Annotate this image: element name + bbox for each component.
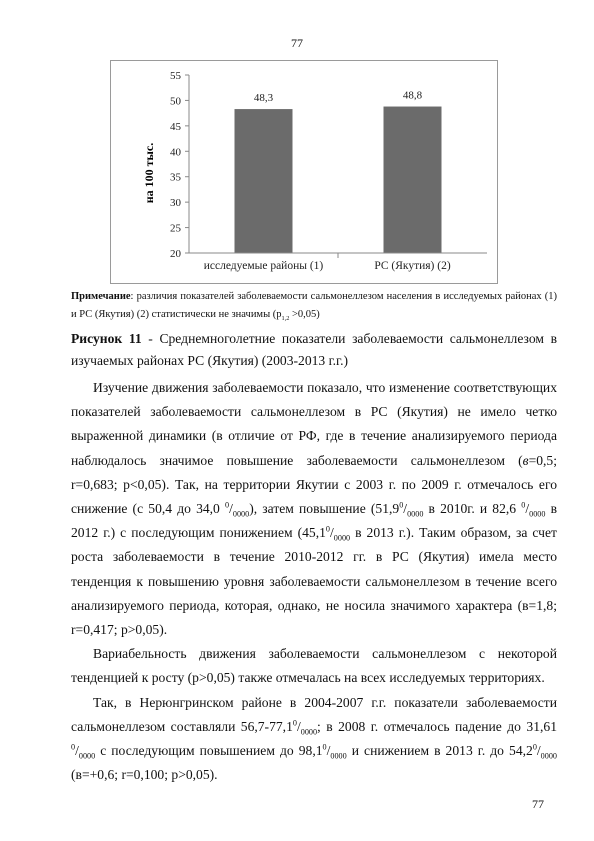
y-tick-label: 25	[170, 222, 181, 235]
y-tick-label: 45	[170, 120, 181, 133]
note-subscript: 1,2	[281, 315, 290, 323]
p1-part-g: в 2013 г.). Таким образом, за счет роста заболеваемости в течение 2010-2012 гг. в РС (Якутия) имела место тенденция к повышению уровня заболеваемости сальмонеллезом в течение всего анализируемого периода, которая, однако, не носила значимого характера (в=1,8; r=0,417; p>0,05).	[71, 525, 557, 638]
paragraph-3: Так, в Нерюнгринском районе в 2004-2007 г.г. показатели заболеваемости сальмонеллезом составляли $56,7-77,1^0/_{0000}$; в 2008 г. отмечалось падение до 31,61 $^0/_{0000}$ с последующим повышением до $98,1^0/_{0000}$ и снижением в 2013 г. до $54,2^0/_{0000}$ (в=+0,6; r=0,100; p>0,05).	[71, 694, 557, 783]
p1-part-f: в 2012 г.) с последующим понижением (45,1	[71, 501, 557, 541]
x-tick-label: РС (Якутия) (2)	[374, 260, 451, 272]
sub-0000: 0000	[330, 751, 347, 761]
bar-data-label: 48,3	[253, 92, 274, 105]
chart-svg	[111, 61, 497, 283]
sub-0000: 0000	[529, 509, 546, 519]
paragraph-1: Изучение движения заболеваемости показало, что изменение соответствующих показателей заболеваемости сальмонеллезом в РС (Якутия) не имело четко выраженной динамики (в отличие от РФ, где в течение анализируемого периода наблюдалось значимое повышение заболеваемости сальмонеллезом (в=0,5; r=0,683; p<0,05). Так, на территории Якутии с 2003 г. по 2009 г. отмечалось его снижение (с 50,4 до 34,0 $^0/_{0000}$), затем повышение ($51,9^0/_{0000}$ в 2010г. и 82,6 $^0/_{0000}$ в 2012 г.) с последующим понижением ($45,1^0/_{0000}$ в 2013 г.). Таким образом, за счет роста заболеваемости в течение 2010-2012 гг. в РС (Якутия) имела место тенденция к повышению уровня заболеваемости сальмонеллезом в течение всего анализируемого периода, которая, однако, не носила значимого характера (в=1,8; r=0,417; p>0,05).	[71, 380, 557, 638]
sup-0: 0	[292, 718, 297, 728]
y-tick-label: 55	[170, 70, 181, 82]
sub-0000: 0000	[232, 509, 250, 519]
body-text	[71, 376, 557, 787]
note-text: : различия показателей заболеваемости сальмонеллезом населения в исследуемых районах (1) и РС (Якутия) (2) статистически не значимы (p	[71, 291, 557, 320]
sup-0: 0	[532, 742, 537, 752]
sup-0: 0	[225, 500, 230, 510]
bar-data-label: 48,8	[402, 89, 423, 102]
y-tick-label: 40	[170, 146, 181, 159]
bar	[384, 107, 442, 253]
sup-0: 0	[322, 742, 327, 752]
y-axis	[170, 70, 189, 260]
y-tick-label: 35	[170, 171, 181, 184]
note-tail: >0,05)	[289, 309, 320, 320]
y-axis-label: на 100 тыс.	[142, 142, 156, 204]
sub-0000: 0000	[540, 751, 557, 761]
sub-0000: 0000	[78, 751, 96, 761]
note-label: Примечание	[71, 291, 131, 302]
sub-0000: 0000	[300, 727, 318, 737]
p3-part-d: и снижением в 2013 г. до 54,2	[346, 743, 533, 759]
sup-0: 0	[71, 742, 76, 752]
y-tick-label: 30	[170, 197, 181, 210]
page-number-bottom: 77	[532, 797, 544, 811]
sup-0: 0	[399, 500, 404, 510]
p3-part-e: (в=+0,6; r=0,100; p>0,05).	[71, 767, 218, 783]
sub-0000: 0000	[407, 509, 424, 519]
sub-0000: 0000	[333, 533, 351, 543]
p1-part-e: в 2010г. и 82,6	[423, 501, 522, 517]
page-number-top: 77	[291, 36, 303, 50]
caption-text: - Среднемноголетние показатели заболеваемости сальмонеллезом в изучаемых районах РС (Якутия) (2003-2013 г.г.)	[71, 331, 557, 368]
sup-0: 0	[325, 524, 330, 534]
bars	[235, 90, 442, 253]
p1-part-b: в	[522, 452, 529, 468]
bar-chart	[110, 60, 498, 284]
sup-0: 0	[521, 500, 526, 510]
p3-part-b: ; в 2008 г. отмечалось падение до 31,61	[317, 718, 557, 734]
paragraph-2: Вариабельность движения заболеваемости сальмонеллезом с некоторой тенденцией к росту (p>0,05) также отмечалась на всех исследуемых территориях.	[71, 646, 557, 686]
bar	[235, 109, 293, 253]
y-tick-label: 20	[170, 248, 181, 260]
p3-part-a: Так, в Нерюнгринском районе в 2004-2007 г.г. показатели заболеваемости сальмонеллезом составляли 56,7-77,1	[71, 694, 557, 734]
p3-part-c: с последующим повышением до 98,1	[95, 743, 323, 759]
x-axis	[189, 253, 487, 272]
p1-part-d: ), затем повышение (51,9	[249, 501, 400, 517]
caption-label: Рисунок 11	[71, 331, 142, 346]
y-tick-label: 50	[170, 95, 181, 108]
x-tick-label: исследуемые районы (1)	[203, 260, 324, 272]
figure-caption	[71, 328, 557, 372]
figure-note	[71, 288, 557, 324]
p1-part-c: =0,5; r=0,683; p<0,05). Так, на территории Якутии с 2003 г. по 2009 г. отмечалось его снижение (с 50,4 до 34,0	[71, 452, 557, 517]
p1-part-a: Изучение движения заболеваемости показало, что изменение соответствующих показателей заболеваемости сальмонеллезом в РС (Якутия) не имело четко выраженной динамики (в отличие от РФ, где в течение анализируемого периода наблюдалось значимое повышение заболеваемости сальмонеллезом (	[71, 380, 557, 468]
